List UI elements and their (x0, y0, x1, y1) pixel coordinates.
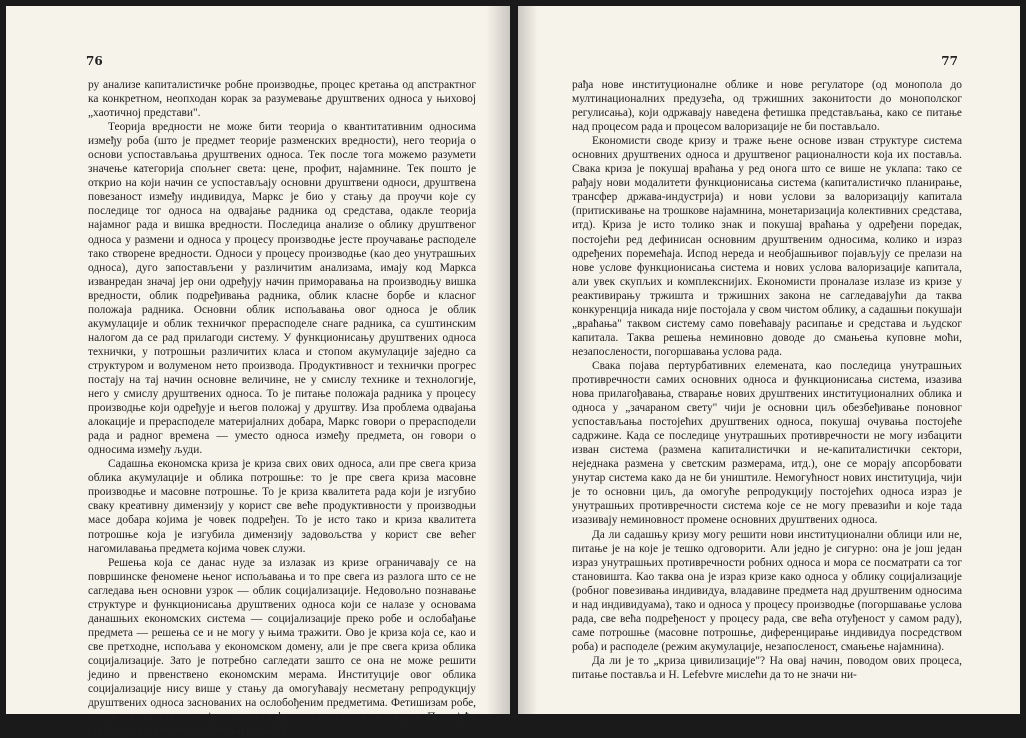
left-page (6, 6, 510, 738)
paragraph: Свака појава пертурбативних елемената, као последица унутрашњих противречности самих основних односа и функционисања система, изазива нова прилагођавања, стварање нових друштвених институционалних облика и односа у „зачараном свету" чији је основни циљ обезбеђивање поновног успостављања постојећих друштвених односа, покушај очувања постојеће садржине. Када се последице унутрашњих противречности не могу избацити изван система (размена капиталистички и не-капиталистички сектори, неједнака размена у светским размерама, итд.), оне се морају апсорбовати унутар система како да не би уништиле. Немогућност нових институција, чији је то основни циљ, да омогуће репродукцију постојећих односа израз је унутрашњих противречности система које се не могу превазићи и које тада изазивају неминовност промене основних друштвених односа. (572, 359, 962, 527)
paragraph: Садашња економска криза је криза свих ових односа, али пре свега криза облика акумулације и облика потрошње: то је пре свега криза масовне производње и масовне потрошње. То је криза квалитета рада који је изгубио сваку креативну димензију у корист све веће продуктивности у производњи масе добара којима је човек подређен. То је исто тако и криза квалитета потрошње која је изгубила димензију задовољства у корист све већег нагомилавања предмета којима човек служи. (88, 458, 476, 555)
right-page (518, 6, 1020, 714)
paragraph: Решења која се данас нуде за излазак из кризе ограничавају се на површинске феномене њеног испољавања и то пре свега из разлога што се не сагледава њен основни узрок — облик социјализације. Недовољно познавање структуре и функционисања друштвених односа који се налазе у основама данашњих економских система — социјализације преко робе и ослобађање предмета — решења се и не могу у њима тражити. Ово је криза која се, као и све претходне, испољава у економском домену, али је пре свега криза облика социјализације. Зато је потребно сагледати зашто се она не може решити једино и првенствено економским мерама. Институције овог облика социјализације нису више у стању да омогућавају несметану репродукцију друштвених односа заснованих на ослобођеним предметима. Фетишизам робе, новца и капитала тесно је повезан са фетишизмом технике и науке. Постојећа структура (скривени друштвени односи) (88, 556, 476, 738)
page-number-right: 77 (941, 54, 958, 68)
paragraph: ру анализе капиталистичке робне производње, процес кретања од апстрактног ка конкретном, неопходан корак за разумевање друштвених односа у њиховој „хаотичној представи". (88, 79, 476, 120)
paragraph: Да ли је то „криза цивилизације"? На овај начин, поводом ових процеса, питање поставља и Н. Lefebvre мислећи да то не значи ни- (572, 654, 962, 681)
paragraph: рађа нове институционалне облике и нове регулаторе (од монопола до мултинационалних предузећа, од тржишних законитости до монополског регулисања), који одржавају наведена фетишка представљања, како се питање над процесом рада и процесом валоризације не би постављало. (572, 79, 962, 134)
paragraph: Да ли садашњу кризу могу решити нови институционални облици или не, питање је на које је тешко одговорити. Али једно је сигурно: она је још један израз унутрашњих противречности робних односа и мора се посматрати са тог становишта. Као таква она је израз кризе како односа у облику социјализације (робног повезивања индивидуа, владавине предмета над друштвеним односима и над индивидуама), тако и односа у процесу производње (погоршавање услова рада, све већа подређеност у процесу рада, све већа отуђеност у самом раду), саме потрошње (масовне потрошње, диференцирање индивидуа посредством роба) и расподеле (режим акумулације, незапосленост, смањење најамнина). (572, 528, 962, 653)
gutter-shadow (486, 6, 510, 714)
paragraph: Теорија вредности не може бити теорија о квантитативним односима између роба (што је предмет теорије разменских вредности), него теорија о основи успостављања друштвених односа. Тек после тога можемо разумети значење категорија спољнег света: цене, профит, најамнине. Тек пошто је открио на који начин се успостављају основни друштвени односи, друштвена повезаност између индивидуа, Маркс је био у стању да проучи које су последице тог односа на одвајање радника од средстава, одакле теорија најамног рада и вишка вредности. Последица анализе о облику друштвеног односа у размени и односа у процесу производње јесте проучавање расподеле тако створене вредности. Односи у процесу производње (као део унутрашњих односа), дуго запостављени у различитим анализама, имају код Маркса изванредан значај јер они одређују начин приморавања на производњу вишка вредности, облик подређивања радника, облик класне борбе и класног положаја радника. Основни облик испољавања овог односа је облик акумулације и облик техничког прерасподеле снаге радника, са суштинским налогом да се рад прилагоди систему. У функционисању друштвених односа технички, у потрошњи различитих класа и стопом акумулације заједно са структуром и волуменом нето производа. Продуктивност и технички прогрес постају на тај начин основне величине, не у смислу технике и технологије, него у смислу друштвених односа. То је питање положаја радника у процесу производње који одређује и његов положај у друштву. Иза проблема одвајања алокације и прерасподеле материјалних добара, Маркс говори о прерасподели рада и радног времена — уместо односа између предмета, он говори о односима између људи. (88, 121, 476, 457)
left-page-text (88, 78, 476, 738)
page-number-left: 76 (86, 54, 103, 68)
gutter-shadow (518, 6, 538, 714)
paragraph: Економисти своде кризу и траже њене основе изван структуре система основних друштвених односа и друштвеног рационалности која их поставља. Свака криза је покушај враћања у ред оногa што се више не уклапа: тако се рађају нови модалитети функционисања система (капиталистичко планирање, трансфер држава-индустрија) и нови услови за валоризацију капитала (притискивање на трошкове најамнина, монетаризација колективних средстава, итд). Криза је исто толико знак и покушај враћања у одређени поредак, постојећи ред дефинисан основним друштвеним односима, колико и израз одређених поремећаја. Испод нереда и необјашњивог појављују се прелази на нове услове функционисања система и нових услова валоризације капитала, али увек скупљих и комплекснијих. Економисти проналазе излазе из кризе у реактивирању тржишта и тржишних закона не сагледавајући да таква конкуренција никада није постојала у свом чистом облику, а садашњи покушаји „враћања" таквом систему само повећавају расипање и средстава и људског капитала. Таква решења неминовно доводе до смањења куповне моћи, незапослености, погоршавања услова рада. (572, 135, 962, 358)
right-page-text (572, 78, 962, 682)
